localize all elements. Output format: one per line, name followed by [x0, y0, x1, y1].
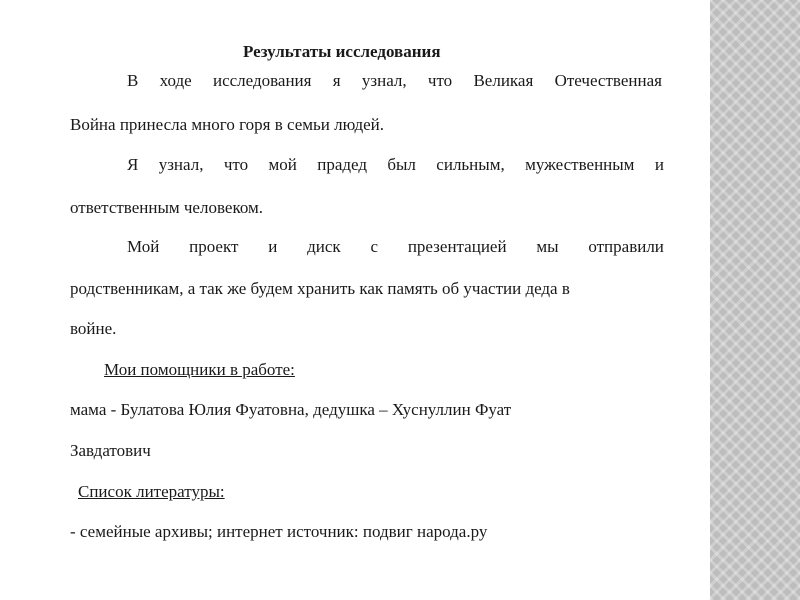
word: с [370, 237, 379, 256]
helpers-line-1: мама - Булатова Юлия Фуатовна, дедушка – Хуснуллин Фуат [70, 400, 512, 419]
paragraph-3-line-2: родственникам, а так же будем хранить как память об участии деда в [70, 279, 570, 298]
word: диск [307, 237, 341, 256]
word: мы [536, 237, 559, 256]
literature-line: - семейные архивы; интернет источник: подвиг народа.ру [70, 522, 488, 541]
helpers-line-2: Завдатович [70, 441, 151, 460]
word: и [268, 237, 278, 256]
word: исследования [212, 71, 312, 90]
word: ходе [159, 71, 192, 90]
paragraph-1-line-2: Война принесла много горя в семьи людей. [70, 115, 384, 134]
paragraph-3-line-3: войне. [70, 319, 117, 338]
word: В [127, 71, 139, 90]
paragraph-2-line-2: ответственным человеком. [70, 198, 264, 217]
word: Отечественная [554, 71, 662, 90]
word: мужественным [525, 155, 635, 174]
word: Я [127, 155, 139, 174]
paragraph-3-line-1 [127, 237, 664, 257]
word: был [387, 155, 416, 174]
word: отправили [588, 237, 664, 256]
decorative-side-pattern [710, 0, 800, 600]
literature-heading: Список литературы: [78, 482, 225, 501]
word: проект [189, 237, 239, 256]
word: Мой [127, 237, 160, 256]
paragraph-1-line-1 [127, 71, 662, 91]
word: что [427, 71, 453, 90]
word: Великая [473, 71, 534, 90]
paragraph-2-line-1 [127, 155, 664, 175]
word: презентацией [407, 237, 507, 256]
word: узнал, [361, 71, 407, 90]
word: мой [268, 155, 297, 174]
word: я [332, 71, 341, 90]
word: и [654, 155, 664, 174]
word: сильным, [436, 155, 505, 174]
helpers-heading: Мои помощники в работе: [104, 360, 295, 379]
page-title: Результаты исследования [243, 42, 441, 61]
word: что [223, 155, 249, 174]
word: узнал, [158, 155, 204, 174]
word: прадед [317, 155, 367, 174]
